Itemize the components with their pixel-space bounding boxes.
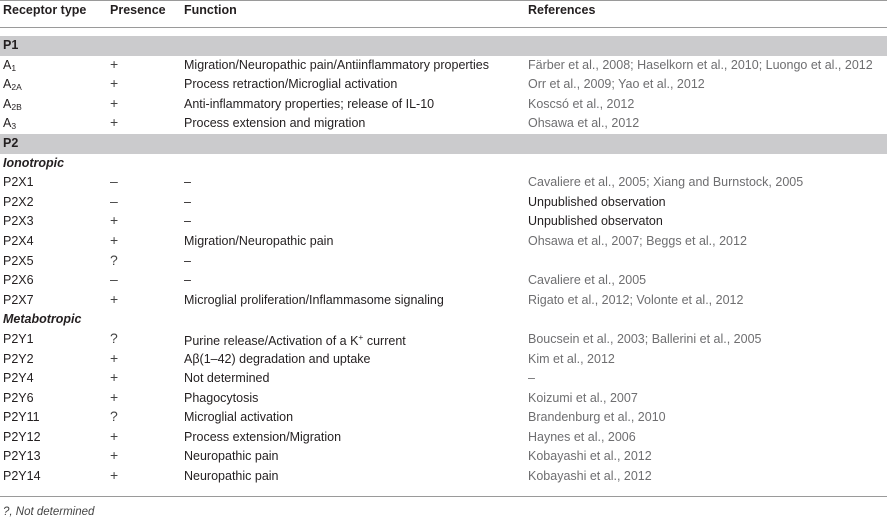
references-cell: Ohsawa et al., 2012 (528, 116, 640, 131)
subsection-label: Metabotropic (3, 312, 82, 327)
function-cell: Anti-inflammatory properties; release of IL-10 (184, 96, 435, 111)
function-cell: Not determined (184, 371, 270, 386)
receptor-cell: P2X6 (3, 273, 34, 288)
references-cell: Ohsawa et al., 2007; Beggs et al., 2012 (528, 233, 747, 248)
table-row (0, 447, 887, 467)
receptor-cell: P2Y14 (3, 469, 41, 484)
references-cell: – (528, 371, 535, 386)
function-cell: – (184, 253, 191, 268)
references-cell: Boucsein et al., 2003; Ballerini et al., 2005 (528, 331, 762, 346)
table-row (0, 291, 887, 311)
references-cell: Haynes et al., 2006 (528, 429, 636, 444)
table-row (0, 193, 887, 213)
receptor-cell: P2Y4 (3, 371, 34, 386)
receptor-cell: P2X2 (3, 194, 34, 209)
function-cell: Process extension/Migration (184, 429, 342, 444)
section-label: P1 (3, 38, 19, 52)
table-row (0, 389, 887, 409)
function-cell: Microglial activation (184, 410, 294, 425)
table-row (0, 428, 887, 448)
references-cell: Koscsó et al., 2012 (528, 96, 635, 111)
receptor-cell: P2Y13 (3, 449, 41, 464)
section-label: P2 (3, 135, 19, 150)
function-cell: – (184, 194, 191, 209)
table-row (0, 467, 887, 487)
presence-cell: + (110, 467, 119, 484)
table-row (0, 330, 887, 350)
receptor-base: A (3, 96, 12, 111)
function-cell: Migration/Neuropathic pain (184, 233, 334, 248)
col-references: References (528, 3, 596, 17)
presence-cell: ? (110, 408, 118, 425)
table-bottom-rule (0, 496, 887, 497)
table-row (0, 75, 887, 95)
receptor-cell: P2X4 (3, 233, 34, 248)
presence-cell: – (110, 271, 118, 288)
receptor-subscript: 3 (11, 121, 17, 132)
table-row (0, 173, 887, 193)
presence-cell: ? (110, 251, 118, 268)
receptor-cell: P2X7 (3, 292, 34, 307)
function-cell: Aβ(1–42) degradation and uptake (184, 351, 371, 366)
function-cell: Microglial proliferation/Inflammasome signaling (184, 292, 444, 307)
function-cell: Migration/Neuropathic pain/Antiinflammatory properties (184, 57, 490, 72)
references-cell: Koizumi et al., 2007 (528, 390, 638, 405)
receptor-base: A (3, 116, 12, 131)
receptor-cell (3, 77, 22, 92)
receptor-cell: P2Y11 (3, 410, 40, 425)
table-row (0, 232, 887, 252)
receptor-cell: P2Y12 (3, 429, 41, 444)
function-cell: Phagocytosis (184, 390, 259, 405)
references-cell: Färber et al., 2008; Haselkorn et al., 2010; Luongo et al., 2012 (528, 57, 873, 72)
presence-cell: + (110, 75, 119, 92)
receptor-cell: P2Y6 (3, 390, 34, 405)
references-cell: Rigato et al., 2012; Volonte et al., 2012 (528, 292, 744, 307)
subsection-label: Ionotropic (3, 155, 65, 170)
p1-rows (0, 56, 887, 134)
presence-cell: + (110, 114, 119, 131)
references-cell: Unpublished observaton (528, 214, 663, 229)
table-row (0, 271, 887, 291)
function-cell: Neuropathic pain (184, 469, 279, 484)
receptor-subscript: 2A (11, 82, 22, 93)
receptor-cell (3, 97, 22, 112)
references-cell: Kobayashi et al., 2012 (528, 449, 652, 464)
table-row (0, 369, 887, 389)
receptor-cell: P2Y2 (3, 351, 34, 366)
receptor-cell: P2X1 (3, 175, 34, 190)
table-header (0, 0, 887, 28)
table-row (0, 56, 887, 76)
presence-cell: + (110, 290, 119, 307)
receptor-cell (3, 58, 16, 73)
presence-cell: + (110, 231, 119, 248)
receptor-cell (3, 116, 16, 131)
presence-cell: + (110, 388, 119, 405)
function-cell: Process retraction/Microglial activation (184, 77, 398, 92)
table-row (0, 350, 887, 370)
references-cell: Cavaliere et al., 2005; Xiang and Burnstock, 2005 (528, 175, 804, 190)
presence-cell: + (110, 427, 119, 444)
table-row (0, 114, 887, 134)
table-row (0, 408, 887, 428)
receptor-subscript: 1 (11, 62, 17, 73)
references-cell: Kobayashi et al., 2012 (528, 469, 652, 484)
references-cell: Unpublished observation (528, 194, 666, 209)
receptor-cell: P2X3 (3, 214, 34, 229)
presence-cell: + (110, 349, 119, 366)
table-row (0, 95, 887, 115)
col-presence: Presence (110, 3, 166, 17)
metabotropic-rows (0, 350, 887, 487)
subsection-ionotropic (0, 154, 887, 174)
function-cell: – (184, 273, 191, 288)
presence-cell: + (110, 94, 119, 111)
receptor-cell: P2Y1 (3, 331, 34, 346)
col-receptor-type: Receptor type (3, 3, 87, 17)
presence-cell: – (110, 192, 118, 209)
presence-cell: + (110, 55, 119, 72)
references-cell: Orr et al., 2009; Yao et al., 2012 (528, 77, 705, 92)
ionotropic-rows (0, 173, 887, 310)
col-function: Function (184, 3, 237, 17)
function-cell: – (184, 175, 191, 190)
references-cell: Kim et al., 2012 (528, 351, 615, 366)
function-cell: Purine release/Activation of a K+ current (184, 331, 406, 348)
receptor-base: A (3, 77, 12, 92)
function-cell: – (184, 214, 191, 229)
presence-cell: ? (110, 329, 118, 346)
presence-cell: – (110, 173, 118, 190)
footnote: ?, Not determined (3, 506, 95, 518)
table-row (0, 252, 887, 272)
references-cell: Cavaliere et al., 2005 (528, 273, 647, 288)
references-cell: Brandenburg et al., 2010 (528, 410, 666, 425)
section-p2 (0, 134, 887, 154)
function-cell: Neuropathic pain (184, 449, 279, 464)
receptor-subscript: 2B (11, 101, 22, 112)
presence-cell: + (110, 447, 119, 464)
subsection-metabotropic (0, 310, 887, 330)
function-cell: Process extension and migration (184, 116, 366, 131)
receptor-cell: P2X5 (3, 253, 34, 268)
receptor-base: A (3, 57, 12, 72)
presence-cell: + (110, 369, 119, 386)
table-row (0, 212, 887, 232)
section-p1 (0, 36, 887, 56)
presence-cell: + (110, 212, 119, 229)
